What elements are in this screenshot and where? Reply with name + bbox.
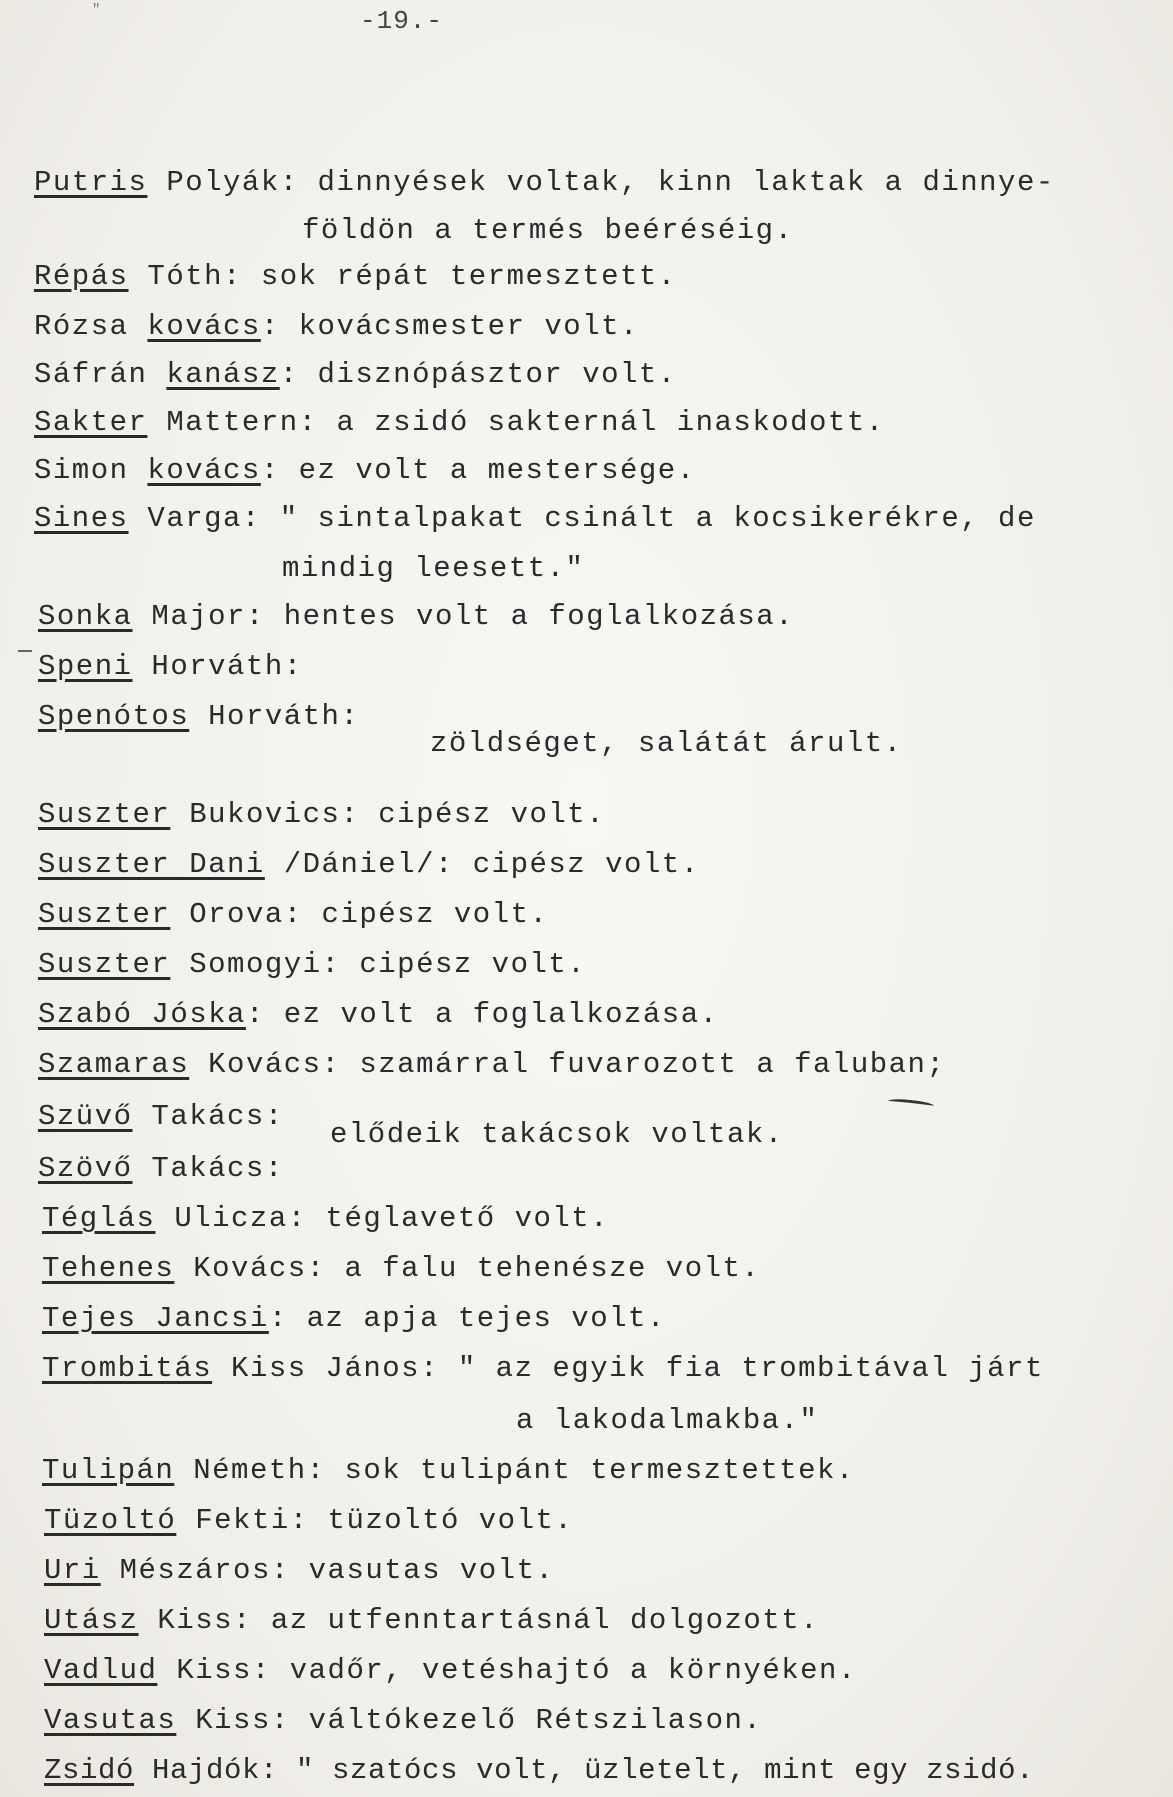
entry-text: Kiss: az utfenntartásnál dolgozott. [138,1604,820,1637]
entry-text: Takács: [132,1152,284,1185]
entry-putris [34,166,1055,200]
entry-text: Orova: cipész volt. [170,898,549,931]
entry-szovo [38,1152,284,1186]
entry-text: Hajdók: " szatócs volt, üzletelt, mint egy zsidó. [134,1754,1035,1787]
entry-text: Németh: sok tulipánt termesztettek. [174,1454,855,1487]
entry-text: Fekti: tüzoltó volt. [176,1504,574,1537]
entry-vasutas [44,1704,762,1738]
entry-text: Major: hentes volt a foglalkozása. [132,600,795,633]
entry-text: Kiss János: " az egyik fia trombitával járt [212,1352,1044,1385]
entry-head: Speni [38,650,133,683]
entry-head: Tehenes [42,1252,175,1285]
entry-text: /Dániel/: cipész volt. [264,848,700,881]
entry-head: Vasutas [44,1704,177,1737]
entry-head: Sakter [34,406,148,439]
entry-head: Szamaras [38,1048,190,1081]
margin-mark [18,650,32,652]
entry-head: Téglás [42,1202,156,1235]
entry-text: Kiss: váltókezelő Rétszilason. [176,1704,763,1737]
entry-text: Bukovics: cipész volt. [170,798,606,831]
entry-trombitas-continuation: a lakodalmakba." [516,1404,819,1437]
entry-utasz [44,1604,819,1638]
entry-spenotos [38,700,359,734]
entry-text: Takács: [132,1100,284,1133]
entry-szuvo [38,1100,284,1134]
entry-head: Sonka [38,600,133,633]
page-number: -19.- [360,6,444,36]
entry-head: Putris [34,166,148,199]
entry-zsido [44,1754,1034,1788]
entry-text: Kovács: szamárral fuvarozott a faluban; [189,1048,946,1081]
entry-head: Suszter [38,898,171,931]
entry-head: Suszter [38,948,171,981]
entry-text: Varga: " sintalpakat csinált a kocsikerékre, de [128,502,1036,535]
entry-uri [44,1554,554,1588]
entry-text: Ulicza: téglavető volt. [155,1202,610,1235]
entry-text: Tóth: sok répát termesztett. [128,260,677,293]
entry-suszter-orova [38,898,548,932]
entry-text: : disznópásztor volt. [279,358,677,391]
entry-tejes [42,1302,666,1336]
entry-sines [34,502,1036,536]
entry-szabo [38,998,719,1032]
entry-head: Uri [44,1554,101,1587]
entry-head: Répás [34,260,129,293]
entry-speni [38,650,303,684]
entry-text: : az apja tejes volt. [268,1302,666,1335]
entry-head: kovács [147,310,261,343]
entry-prefix: Rózsa [34,310,148,343]
entry-head: kovács [147,454,261,487]
entry-szamaras [38,1048,945,1082]
shared-description-speni: zöldséget, salátát árult. [430,727,903,760]
entry-trombitas [42,1352,1044,1386]
entry-safran [34,358,677,392]
entry-tulipan [42,1454,855,1488]
entry-sonka [38,600,794,634]
entry-text: : kovácsmester volt. [260,310,639,343]
entry-head: Szövő [38,1152,133,1185]
pen-scribble [888,1098,934,1110]
entry-putris-continuation: földön a termés beéréséig. [302,214,794,247]
entry-text: Horváth: [132,650,303,683]
entry-head: Utász [44,1604,139,1637]
entry-head: Szüvő [38,1100,133,1133]
entry-text: Kiss: vadőr, vetéshajtó a környéken. [157,1654,857,1687]
entry-text: Horváth: [189,700,360,733]
entry-tehenes [42,1252,760,1286]
entry-head: Suszter Dani [38,848,265,881]
entry-rozsa [34,310,639,344]
entry-text: Kovács: a falu tehenésze volt. [174,1252,761,1285]
entry-head: Trombitás [42,1352,213,1385]
entry-simon [34,454,696,488]
entry-head: Szabó Jóska [38,998,246,1031]
entry-head: Suszter [38,798,171,831]
entry-head: kanász [166,358,280,391]
entry-head: Spenótos [38,700,190,733]
entry-sakter [34,406,885,440]
entry-text: Somogyi: cipész volt. [170,948,587,981]
entry-text: Mattern: a zsidó sakternál inaskodott. [147,406,885,439]
entry-text: : ez volt a mestersége. [260,454,696,487]
corner-mark: " [92,2,101,18]
entry-head: Tüzoltó [44,1504,177,1537]
entry-teglas [42,1202,609,1236]
shared-description-szuvo: elődeik takácsok voltak. [330,1118,784,1151]
entry-vadlud [44,1654,857,1688]
entry-repas [34,260,677,294]
entry-sines-continuation: mindig leesett." [282,552,585,585]
entry-head: Zsidó [44,1754,135,1787]
entry-head: Sines [34,502,129,535]
entry-text: Polyák: dinnyések voltak, kinn laktak a dinnye- [147,166,1055,199]
entry-text: : ez volt a foglalkozása. [245,998,719,1031]
entry-head: Tulipán [42,1454,175,1487]
entry-prefix: Simon [34,454,148,487]
entry-suszter-somogyi [38,948,586,982]
entry-text: Mészáros: vasutas volt. [100,1554,555,1587]
entry-head: Vadlud [44,1654,158,1687]
entry-tuzolto [44,1504,573,1538]
entry-head: Tejes Jancsi [42,1302,269,1335]
entry-prefix: Sáfrán [34,358,167,391]
entry-suszter-dani [38,848,700,882]
entry-suszter-bukovics [38,798,605,832]
